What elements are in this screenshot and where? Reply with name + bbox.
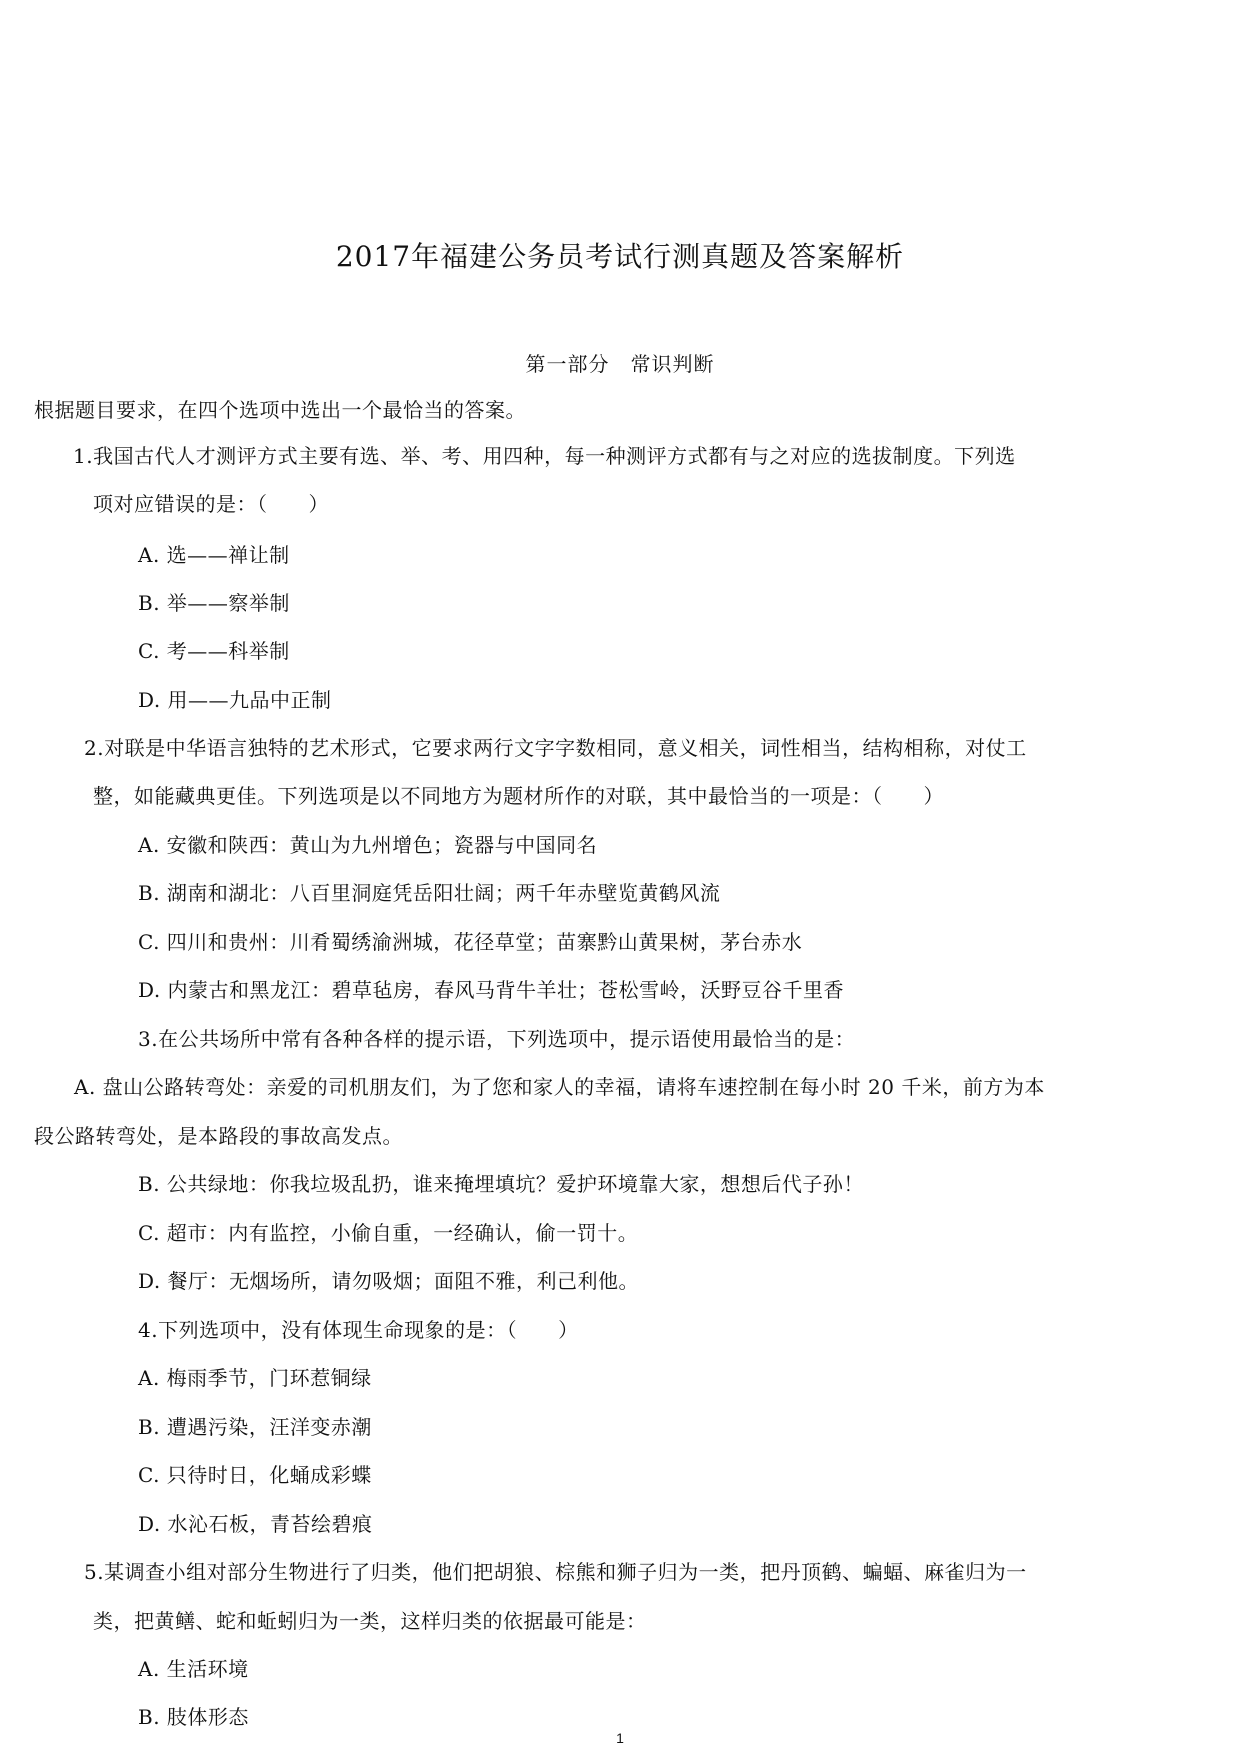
option-a: A. 生活环境 — [138, 1657, 249, 1681]
option-c: C. 考——科举制 — [138, 639, 290, 663]
document-title: 2017年福建公务员考试行测真题及答案解析 — [335, 240, 905, 273]
page-number: 1 — [616, 1730, 624, 1746]
question-stem: 1.我国古代人才测评方式主要有选、举、考、用四种，每一种测评方式都有与之对应的选拔制度。下列选 — [73, 444, 1016, 468]
option-b: B. 肢体形态 — [138, 1705, 249, 1729]
question-stem: 2.对联是中华语言独特的艺术形式，它要求两行文字字数相同，意义相关，词性相当，结构相称，对仗工 — [84, 736, 1027, 760]
option-a: A. 安徽和陕西：黄山为九州增色；瓷器与中国同名 — [138, 833, 598, 857]
question-stem-continued: 整，如能藏典更佳。下列选项是以不同地方为题材所作的对联，其中最恰当的一项是：（ ） — [93, 784, 944, 808]
option-c: C. 四川和贵州：川肴蜀绣渝洲城，花径草堂；苗寨黔山黄果树，茅台赤水 — [138, 930, 803, 954]
option-b: B. 举——察举制 — [138, 591, 290, 615]
question-stem: 4.下列选项中，没有体现生命现象的是：（ ） — [138, 1318, 579, 1342]
instructions: 根据题目要求，在四个选项中选出一个最恰当的答案。 — [34, 398, 526, 422]
question-stem-continued: 项对应错误的是：（ ） — [93, 492, 329, 516]
question-stem: 5.某调查小组对部分生物进行了归类，他们把胡狼、棕熊和狮子归为一类，把丹顶鹤、蝙蝠、麻雀归为一 — [84, 1560, 1027, 1584]
option-d: D. 内蒙古和黑龙江：碧草毡房，春风马背牛羊壮；苍松雪岭，沃野豆谷千里香 — [138, 978, 845, 1002]
option-b: B. 遭遇污染，汪洋变赤潮 — [138, 1415, 372, 1439]
option-a: A. 盘山公路转弯处：亲爱的司机朋友们，为了您和家人的幸福，请将车速控制在每小时 20 千米，前方为本 — [74, 1075, 1045, 1099]
option-d: D. 用——九品中正制 — [138, 688, 332, 712]
section-title: 第一部分 常识判断 — [525, 352, 715, 376]
option-a: A. 选——禅让制 — [138, 543, 290, 567]
option-a: A. 梅雨季节，门环惹铜绿 — [138, 1366, 372, 1390]
question-stem-continued: 类，把黄鳝、蛇和蚯蚓归为一类，这样归类的依据最可能是： — [93, 1609, 647, 1633]
option-b: B. 公共绿地：你我垃圾乱扔，谁来掩埋填坑？爱护环境靠大家，想想后代子孙！ — [138, 1172, 864, 1196]
option-d: D. 餐厅：无烟场所，请勿吸烟；面阻不雅，利己利他。 — [138, 1269, 640, 1293]
option-c: C. 只待时日，化蛹成彩蝶 — [138, 1463, 372, 1487]
question-stem: 3.在公共场所中常有各种各样的提示语，下列选项中，提示语使用最恰当的是： — [138, 1027, 856, 1051]
option-b: B. 湖南和湖北：八百里洞庭凭岳阳壮阔；两千年赤壁览黄鹤风流 — [138, 881, 721, 905]
option-a-continued: 段公路转弯处，是本路段的事故高发点。 — [34, 1124, 403, 1148]
option-d: D. 水沁石板，青苔绘碧痕 — [138, 1512, 373, 1536]
option-c: C. 超市：内有监控，小偷自重，一经确认，偷一罚十。 — [138, 1221, 639, 1245]
